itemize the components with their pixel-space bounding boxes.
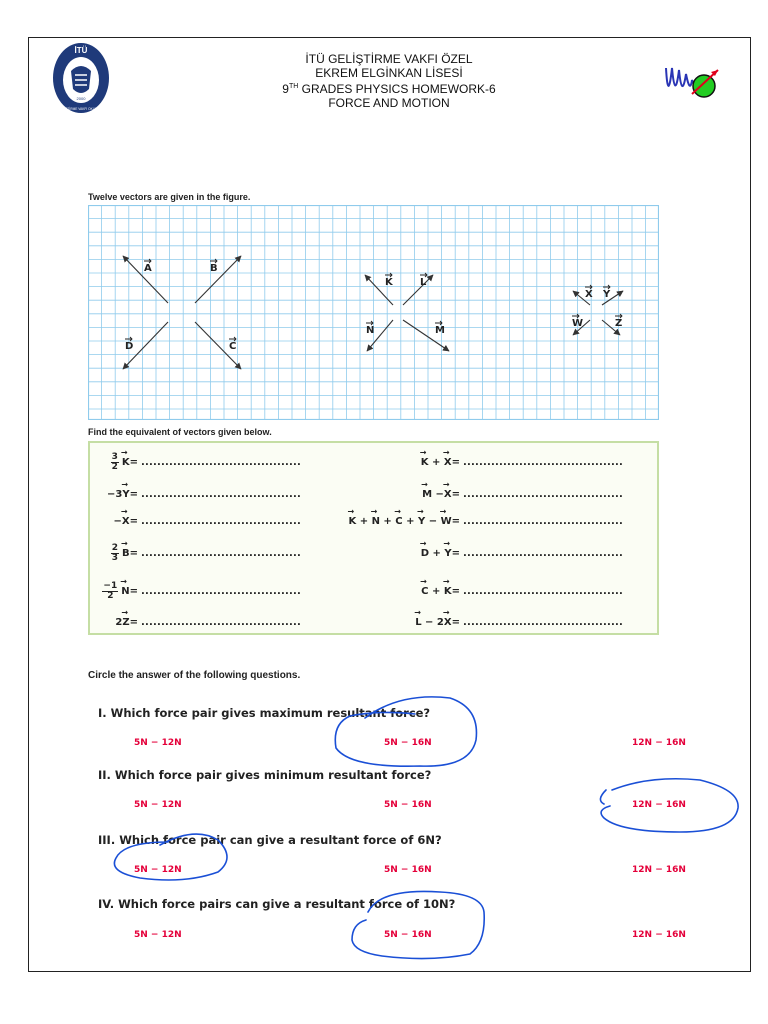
question-3-option-2[interactable]: 5N − 16N — [384, 865, 432, 875]
header-topic-line: FORCE AND MOTION — [328, 96, 450, 110]
question-2-option-3[interactable]: 12N − 16N — [632, 800, 686, 810]
vector-label-b: B — [210, 263, 218, 274]
logo-year: 2000 — [76, 96, 86, 101]
equation-right-1: → K + → X = ........................................ — [340, 452, 623, 472]
equation-right-3: → K + → N + → C + → Y − → W = ........................................ — [340, 511, 623, 531]
equation-left-3: − → X = ........................................ — [94, 511, 301, 531]
equation-right-5: → C + → K = ........................................ — [340, 581, 623, 601]
physics-wave-logo — [662, 54, 724, 110]
equations-caption: Find the equivalent of vectors given below. — [88, 427, 272, 437]
equation-right-4: → D + → Y = ........................................ — [340, 543, 623, 563]
question-4: IV. Which force pairs can give a resultant force of 10N? — [98, 897, 456, 911]
equation-left-2: −3 → Y = ........................................ — [94, 484, 301, 504]
equation-left-1: $\frac{3}{2}$ → K = ........................................ — [94, 452, 301, 472]
vector-grid — [88, 205, 659, 420]
question-1-option-2[interactable]: 5N − 16N — [384, 738, 432, 748]
document-header — [230, 52, 548, 110]
vector-label-d: D — [125, 341, 134, 352]
vector-label-x: X — [585, 289, 593, 300]
equation-left-6: 2 → Z = ........................................ — [94, 612, 301, 632]
question-2-option-1[interactable]: 5N − 12N — [134, 800, 182, 810]
question-3: III. Which force pair can give a resultant force of 6N? — [98, 833, 442, 847]
question-3-option-1[interactable]: 5N − 12N — [134, 865, 182, 875]
vector-label-a: A — [144, 263, 152, 274]
vector-b — [195, 256, 241, 303]
vector-label-y: Y — [603, 289, 611, 300]
equation-left-5: $\frac{-1}{2}$ → N = ........................................ — [94, 581, 301, 601]
grid-lines — [88, 205, 659, 420]
vector-label-k: K — [385, 277, 393, 288]
vector-label-n: N — [366, 325, 375, 336]
question-2: II. Which force pair gives minimum resultant force? — [98, 768, 432, 782]
figure-caption: Twelve vectors are given in the figure. — [88, 192, 251, 202]
question-2-option-2[interactable]: 5N − 16N — [384, 800, 432, 810]
equation-left-4: $\frac{2}{3}$ → B = ........................................ — [94, 543, 301, 563]
header-school-line1: İTÜ GELİŞTİRME VAKFI ÖZEL — [305, 52, 473, 66]
logo-ring-text: GELİŞTİRME VAKFI OKULLARI — [58, 107, 104, 111]
vector-label-z: Z — [615, 318, 623, 329]
question-1-option-3[interactable]: 12N − 16N — [632, 738, 686, 748]
question-1: I. Which force pair gives maximum resultant force? — [98, 706, 431, 720]
question-1-option-1[interactable]: 5N − 12N — [134, 738, 182, 748]
question-4-option-3[interactable]: 12N − 16N — [632, 930, 686, 940]
equation-right-6: → L − 2 → X = ........................................ — [340, 612, 623, 632]
school-seal-logo — [51, 41, 111, 115]
vector-label-l: L — [420, 277, 427, 288]
vector-label-c: C — [229, 341, 237, 352]
question-3-option-3[interactable]: 12N − 16N — [632, 865, 686, 875]
question-4-option-2[interactable]: 5N − 16N — [384, 930, 432, 940]
vector-label-m: M — [435, 325, 445, 336]
vector-label-w: W — [572, 318, 584, 329]
header-homework-line: 9TH GRADES PHYSICS HOMEWORK-6 — [282, 82, 496, 96]
question-4-option-1[interactable]: 5N − 12N — [134, 930, 182, 940]
header-school-line2: EKREM ELGİNKAN LİSESİ — [315, 66, 463, 80]
questions-caption: Circle the answer of the following questions. — [88, 670, 301, 681]
equation-right-2: → M − → X = ........................................ — [340, 484, 623, 504]
logo-top-text: İTÜ — [74, 46, 88, 55]
